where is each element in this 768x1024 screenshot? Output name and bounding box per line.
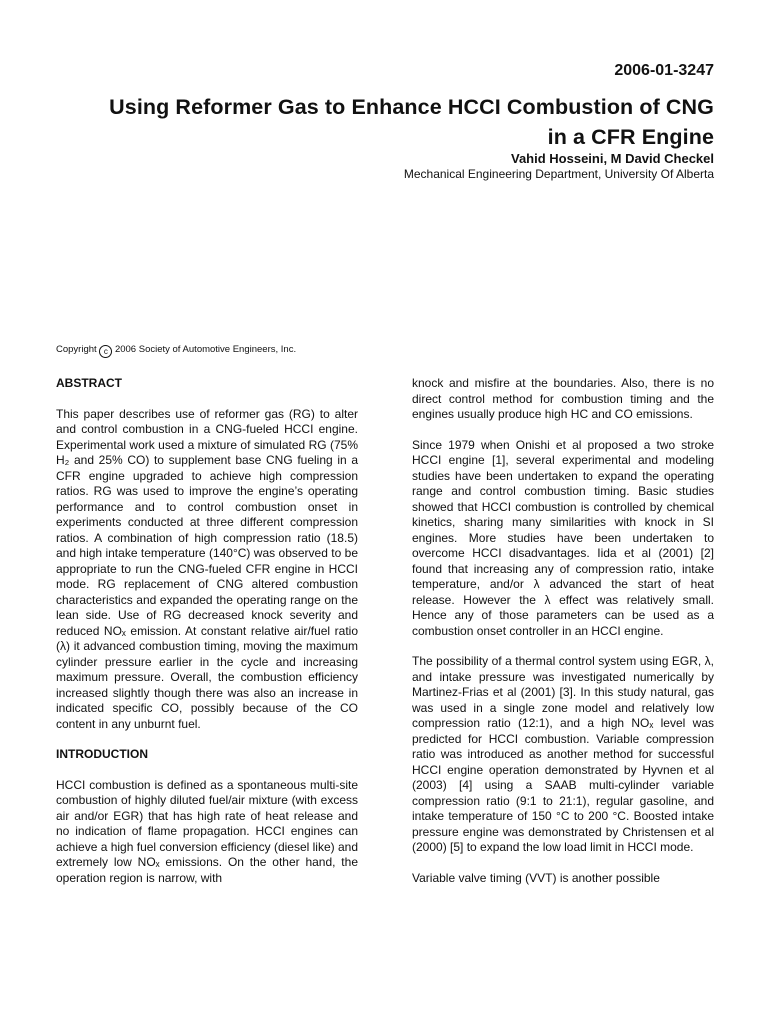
- body-paragraph-4: Variable valve timing (VVT) is another possible: [412, 870, 660, 885]
- abstract-heading: ABSTRACT: [56, 376, 122, 390]
- body-paragraph-3: The possibility of a thermal control system using EGR, λ, and intake pressure was investigated numerically by Martinez-Frias et al (2001) [3]. In this study natural, gas was used in a single zone model and relatively low compression ratio (12:1), and a high NOₓ level was predicted for HCCI combustion. Variable compression ratio was introduced as another method for successful HCCI engine operation demonstrated by Hyvnen et al (2003) [4] using a SAAB multi-cylinder variable compression ratio (9:1 to 21:1), regular gasoline, and intake temperature of 150 °C to 200 °C. Boosted intake pressure engine was demonstrated by Christensen et al (2000) [5] to expand the low load limit in HCCI mode.: [412, 654, 714, 854]
- paper-title: [40, 92, 714, 152]
- copyright-text: 2006 Society of Automotive Engineers, Inc.: [114, 344, 297, 355]
- paper-number: 2006-01-3247: [614, 62, 714, 79]
- affiliation: Mechanical Engineering Department, University Of Alberta: [403, 167, 714, 181]
- abstract-paragraph: This paper describes use of reformer gas (RG) to alter and control combustion in a CNG-fueled HCCI engine. Experimental work used a mixture of simulated RG (75% H₂ and 25% CO) to supplement base CNG fueling in a CFR engine upgraded to achieve high compression ratios. RG was used to improve the engine’s operating performance and to control combustion onset in experiments conducted at three different compression ratios. A combination of high compression ratio (18.5) and high intake temperature (140°C) was observed to be appropriate to run the CNG-fueled CFR engine in HCCI mode. RG replacement of CNG altered combustion characteristics and expanded the operating range on the lean side. Use of RG decreased knock severity and reduced NOₓ emission. At constant relative air/fuel ratio (λ) it advanced combustion timing, moving the maximum cylinder pressure earlier in the cycle and increasing maximum pressure. Overall, the combustion efficiency increased slightly though there was also an increase in indicated specific CO, possibly because of the CO content in any unburnt fuel.: [56, 406, 358, 731]
- body-paragraph-1: knock and misfire at the boundaries. Also, there is no direct control method for combustion timing and the engines usually produce high HC and CO emissions.: [412, 376, 714, 421]
- copyright-icon: c: [99, 345, 112, 358]
- introduction-paragraph: HCCI combustion is defined as a spontaneous multi-site combustion of highly diluted fuel/air mixture (with excess air and/or EGR) that has high rate of heat release and no indication of flame propagation. HCCI engines can achieve a high fuel conversion efficiency (diesel like) and extremely low NOₓ emissions. On the other hand, the operation region is narrow, with: [56, 777, 358, 885]
- introduction-heading: INTRODUCTION: [56, 747, 148, 761]
- copyright-prefix: Copyright: [56, 344, 97, 355]
- body-paragraph-2: Since 1979 when Onishi et al proposed a two stroke HCCI engine [1], several experimental and modeling studies have been undertaken to expand the operating range and control combustion timing. Basic studies showed that HCCI combustion is controlled by chemical kinetics, sharing many similarities with knock in SI engines. More studies have been undertaken to overcome HCCI disadvantages. Iida et al (2001) [2] found that increasing any of compression ratio, intake temperature, and/or λ advanced the start of heat release. However the λ effect was relatively small. Hence any of those parameters can be used as a combustion onset controller in an HCCI engine.: [412, 437, 714, 638]
- right-column: [412, 376, 714, 901]
- title-line-1: Using Reformer Gas to Enhance HCCI Combustion of CNG: [109, 95, 714, 119]
- title-line-2: in a CFR Engine: [547, 125, 714, 149]
- copyright-notice: [56, 344, 296, 358]
- left-column: [56, 376, 358, 901]
- authors: Vahid Hosseini, M David Checkel: [510, 151, 714, 166]
